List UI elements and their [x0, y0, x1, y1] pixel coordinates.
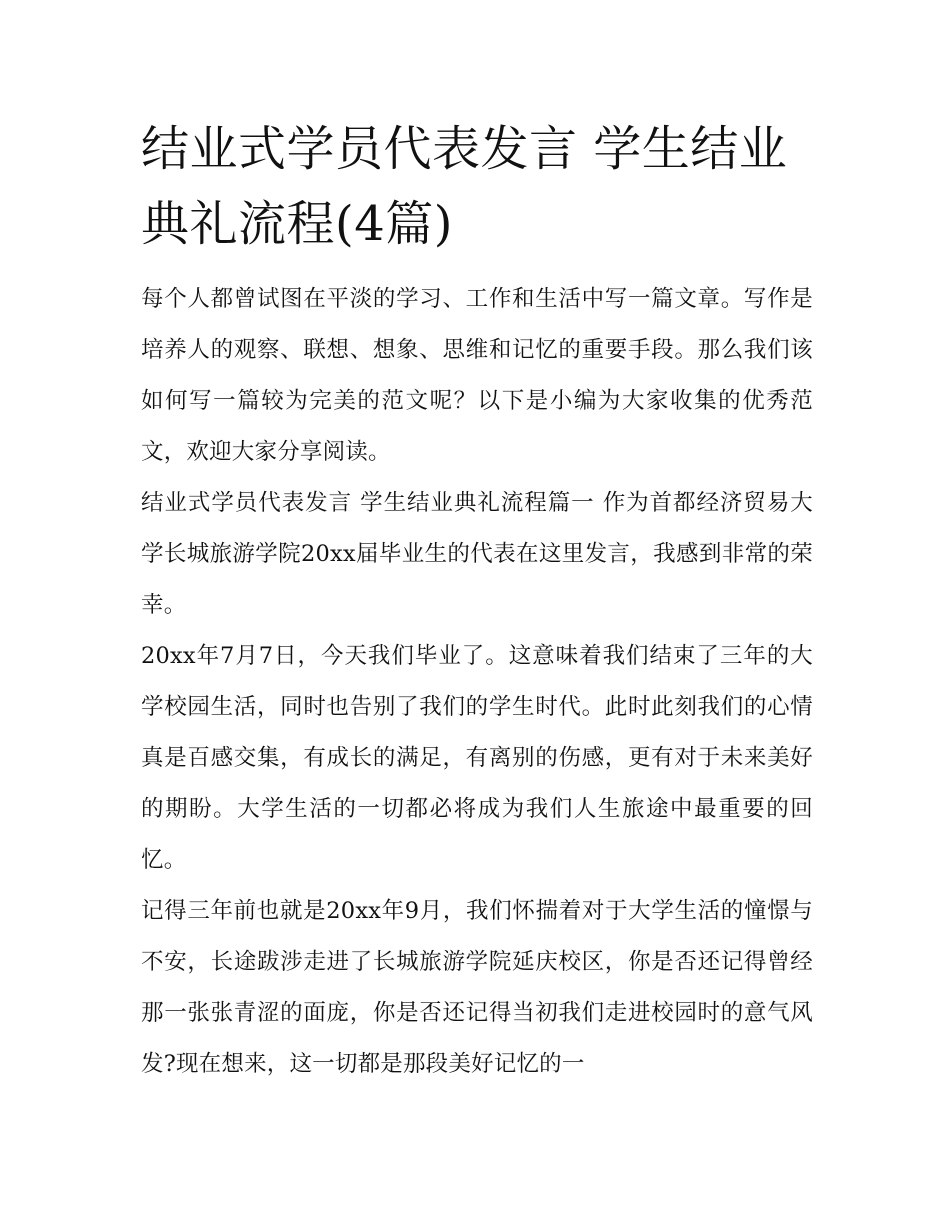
paragraph-graduation-day: 20xx年7月7日，今天我们毕业了。这意味着我们结束了三年的大学校园生活，同时也告别了我们的学生时代。此时此刻我们的心情真是百感交集，有成长的满足，有离别的伤感，更有对于未来美好的期盼。大学生活的一切都必将成为我们人生旅途中最重要的回忆。	[141, 643, 813, 873]
document-title: 结业式学员代表发言 学生结业典礼流程(4篇)	[141, 121, 788, 252]
paragraph-memories: 记得三年前也就是20xx年9月，我们怀揣着对于大学生活的憧憬与不安，长途跋涉走进了长城旅游学院延庆校区，你是否还记得曾经那一张张青涩的面庞，你是否还记得当初我们走进校园时的意气风发?现在想来，这一切都是那段美好记忆的一	[141, 898, 813, 1077]
paragraph-intro: 每个人都曾试图在平淡的学习、工作和生活中写一篇文章。写作是培养人的观察、联想、想象、思维和记忆的重要手段。那么我们该如何写一篇较为完美的范文呢？以下是小编为大家收集的优秀范文，欢迎大家分享阅读。	[141, 286, 813, 465]
paragraph-speech-opening: 结业式学员代表发言 学生结业典礼流程篇一 作为首都经济贸易大学长城旅游学院20xx届毕业生的代表在这里发言，我感到非常的荣幸。	[141, 490, 813, 618]
document-body	[141, 112, 813, 1090]
